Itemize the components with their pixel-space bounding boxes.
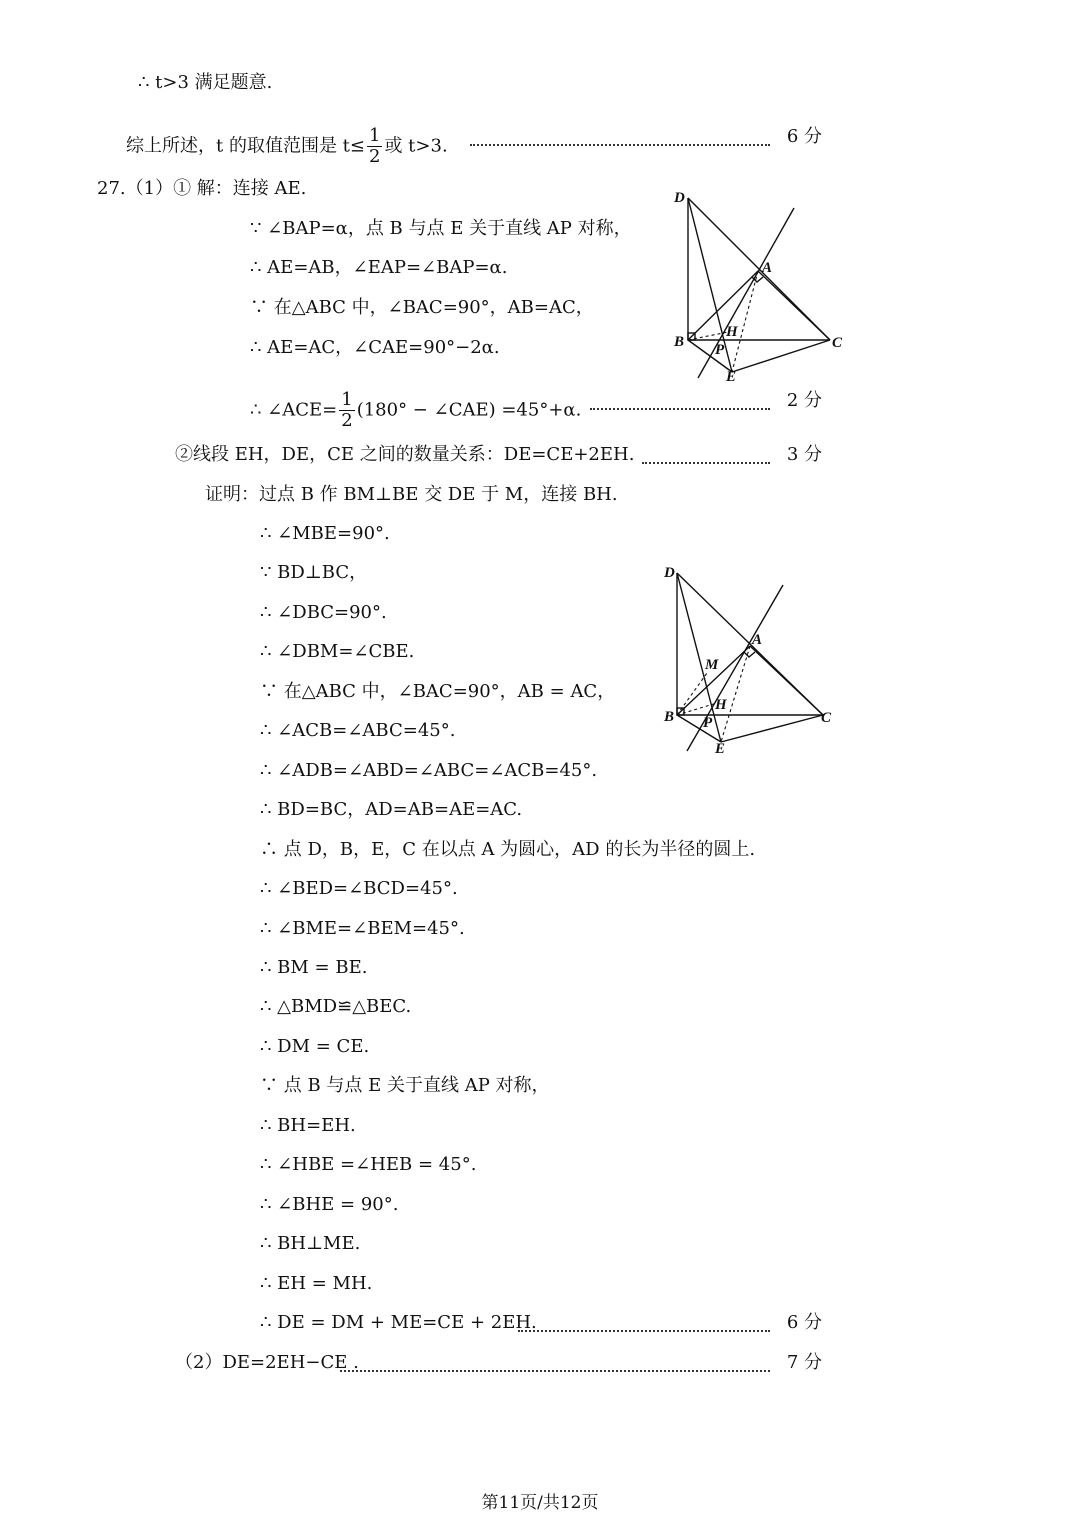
- text-line: ∴ AE=AC，∠CAE=90°−2α.: [250, 337, 500, 358]
- text-line: ∴ ∠BHE = 90°.: [260, 1194, 399, 1215]
- point-label-a: A: [752, 632, 763, 648]
- point-label-e: E: [715, 741, 726, 757]
- leader-dots: [470, 142, 770, 146]
- text-line: （2）DE=2EH−CE .: [175, 1352, 359, 1373]
- point-label-m: M: [705, 657, 719, 673]
- fraction: [367, 126, 382, 167]
- point-label-c: C: [832, 335, 843, 351]
- fraction-denominator: 2: [369, 146, 381, 167]
- point-label-b: B: [674, 334, 685, 350]
- point-label-b: B: [664, 709, 675, 725]
- geometry-figure-1: [660, 180, 860, 390]
- text-line: ∴ ∠BME=∠BEM=45°.: [260, 918, 465, 939]
- text-line: [250, 390, 581, 431]
- fraction-numerator: 1: [341, 389, 353, 410]
- text-line: ∴ ∠DBC=90°.: [260, 602, 387, 623]
- text-line: ∴ ∠DBM=∠CBE.: [260, 641, 415, 662]
- text-line: ∴ BM = BE.: [260, 957, 368, 978]
- text-segment: 或 t>3.: [384, 135, 448, 157]
- text-line: ∴ DE = DM + ME=CE + 2EH.: [260, 1312, 537, 1333]
- text-line: ∴ ∠MBE=90°.: [260, 523, 390, 544]
- text-line: ②线段 EH，DE，CE 之间的数量关系：DE=CE+2EH.: [175, 444, 635, 465]
- text-line: 27.（1）① 解：连接 AE.: [97, 178, 307, 199]
- text-line: ∴ DM = CE.: [260, 1036, 370, 1057]
- text-line: ∵ 在△ABC 中，∠BAC=90°，AB=AC，: [250, 297, 594, 318]
- text-line: ∴ t>3 满足题意.: [138, 72, 273, 93]
- text-line: ∴ BH⊥ME.: [260, 1233, 361, 1254]
- point-label-e: E: [726, 369, 737, 385]
- point-label-d: D: [664, 565, 675, 581]
- point-label-a: A: [762, 260, 773, 276]
- text-segment: (180° − ∠CAE) =45°+α.: [356, 399, 582, 421]
- text-line: ∵ BD⊥BC，: [260, 562, 368, 583]
- text-segment: ∴ ∠ACE=: [250, 399, 338, 421]
- fraction: [339, 390, 354, 431]
- text-line: ∴ BH=EH.: [260, 1115, 356, 1136]
- leader-dots: [590, 406, 770, 410]
- text-line: ∵ 在△ABC 中，∠BAC=90°，AB = AC，: [260, 681, 616, 702]
- score-label: 3 分: [786, 444, 822, 465]
- fraction-denominator: 2: [341, 410, 353, 431]
- fraction-numerator: 1: [369, 125, 381, 146]
- leader-dots: [642, 460, 770, 464]
- score-label: 7 分: [786, 1352, 822, 1373]
- text-line: ∴ ∠HBE =∠HEB = 45°.: [260, 1154, 477, 1175]
- text-line: ∴ △BMD≌△BEC.: [260, 996, 412, 1017]
- text-line: [126, 126, 448, 167]
- text-line: 证明：过点 B 作 BM⊥BE 交 DE 于 M，连接 BH.: [205, 484, 618, 505]
- text-line: ∴ AE=AB，∠EAP=∠BAP=α.: [250, 257, 508, 278]
- point-label-h: H: [715, 697, 727, 713]
- point-label-c: C: [821, 710, 832, 726]
- page-footer: 第11页/共12页: [481, 1493, 599, 1513]
- text-line: ∴ ∠ACB=∠ABC=45°.: [260, 720, 456, 741]
- score-label: 6 分: [786, 126, 822, 147]
- text-line: ∴ ∠ADB=∠ABD=∠ABC=∠ACB=45°.: [260, 760, 598, 781]
- score-label: 2 分: [786, 390, 822, 411]
- leader-dots: [518, 1328, 770, 1332]
- text-line: ∵ 点 B 与点 E 关于直线 AP 对称，: [260, 1075, 550, 1096]
- point-label-h: H: [726, 324, 738, 340]
- text-line: ∴ 点 D，B，E，C 在以点 A 为圆心，AD 的长为半径的圆上.: [260, 839, 756, 860]
- point-label-p: P: [703, 715, 713, 731]
- text-segment: 综上所述，t 的取值范围是 t≤: [126, 135, 365, 157]
- point-label-p: P: [715, 342, 725, 358]
- text-line: ∴ EH = MH.: [260, 1273, 373, 1294]
- text-line: ∴ ∠BED=∠BCD=45°.: [260, 878, 458, 899]
- geometry-figure-2: [655, 555, 855, 765]
- leader-dots: [340, 1368, 770, 1372]
- text-line: ∴ BD=BC，AD=AB=AE=AC.: [260, 799, 523, 820]
- score-label: 6 分: [786, 1312, 822, 1333]
- text-line: ∵ ∠BAP=α，点 B 与点 E 关于直线 AP 对称，: [250, 218, 632, 239]
- point-label-d: D: [674, 190, 685, 206]
